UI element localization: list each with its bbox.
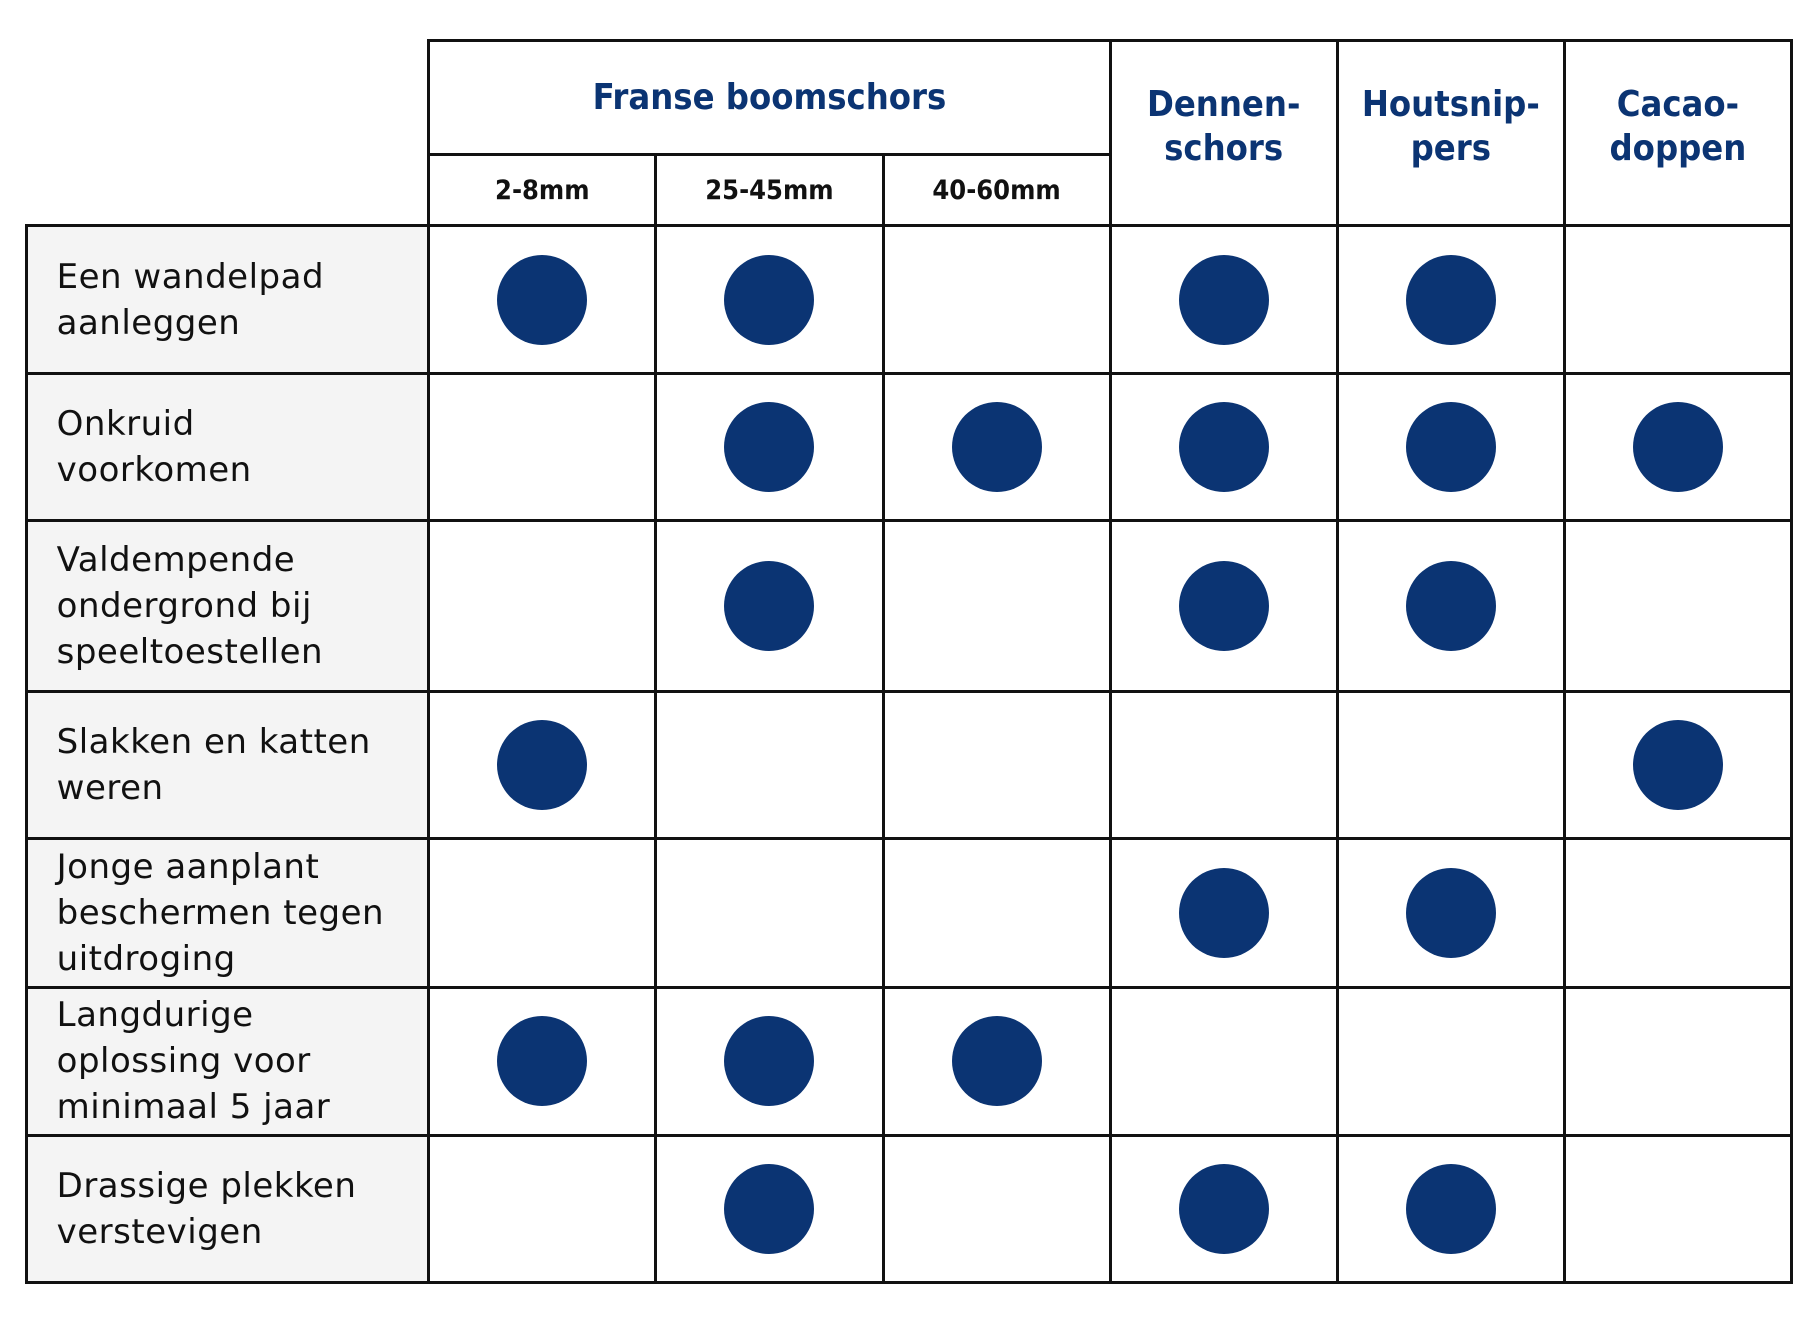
row-label — [27, 520, 429, 692]
checkmark-dot-icon — [724, 1164, 814, 1254]
row-label — [27, 692, 429, 839]
divider — [27, 372, 1793, 375]
checkmark-dot-icon — [952, 402, 1042, 492]
row-label-text: Jonge aanplant beschermen tegen uitdroging — [56, 847, 385, 980]
checkmark-dot-icon — [724, 402, 814, 492]
checkmark-dot-icon — [497, 255, 587, 345]
header-column-text: Houtsnip- pers — [1361, 84, 1540, 170]
row-label — [27, 226, 429, 373]
row-label — [27, 373, 429, 520]
checkmark-dot-icon — [1406, 868, 1496, 958]
checkmark-dot-icon — [497, 720, 587, 810]
checkmark-dot-icon — [1179, 1164, 1269, 1254]
divider — [27, 986, 1793, 989]
header-subcolumn-text: 25-45mm — [705, 174, 834, 206]
header-column — [1337, 41, 1564, 215]
header-column-text: Dennen- schors — [1146, 84, 1301, 170]
divider — [1336, 39, 1339, 1284]
divider — [1563, 39, 1566, 1284]
checkmark-dot-icon — [724, 1016, 814, 1106]
header-subcolumn — [883, 154, 1110, 226]
checkmark-dot-icon — [1406, 1164, 1496, 1254]
checkmark-dot-icon — [1406, 561, 1496, 651]
header-subcolumn — [656, 154, 883, 226]
divider — [27, 837, 1793, 840]
checkmark-dot-icon — [1179, 561, 1269, 651]
divider — [1790, 39, 1793, 1284]
checkmark-dot-icon — [1179, 402, 1269, 492]
header-column — [1110, 41, 1337, 215]
checkmark-dot-icon — [1633, 402, 1723, 492]
row-label-text: Slakken en katten weren — [56, 722, 371, 809]
header-subcolumn-text: 2-8mm — [495, 174, 590, 206]
checkmark-dot-icon — [724, 255, 814, 345]
checkmark-dot-icon — [724, 561, 814, 651]
row-label-text: Valdempende ondergrond bij speeltoestellen — [56, 540, 324, 673]
divider — [25, 224, 28, 1284]
checkmark-dot-icon — [952, 1016, 1042, 1106]
divider — [27, 519, 1793, 522]
header-group-franse-boomschors — [429, 41, 1110, 155]
divider — [654, 153, 657, 1285]
row-label — [27, 987, 429, 1135]
checkmark-dot-icon — [497, 1016, 587, 1106]
checkmark-dot-icon — [1406, 402, 1496, 492]
row-label-text: Langdurige oplossing voor minimaal 5 jaar — [56, 995, 331, 1128]
checkmark-dot-icon — [1179, 868, 1269, 958]
divider — [1109, 39, 1112, 1284]
divider — [27, 224, 1793, 227]
header-subcolumn — [429, 154, 656, 226]
checkmark-dot-icon — [1179, 255, 1269, 345]
row-label — [27, 839, 429, 987]
divider — [882, 153, 885, 1285]
divider — [27, 1281, 1793, 1284]
divider — [27, 690, 1793, 693]
header-column — [1564, 41, 1791, 215]
checkmark-dot-icon — [1633, 720, 1723, 810]
header-subcolumn-text: 40-60mm — [932, 174, 1061, 206]
row-label-text: Drassige plekken verstevigen — [56, 1166, 357, 1253]
divider — [427, 39, 430, 1284]
divider — [27, 1134, 1793, 1137]
row-label — [27, 1136, 429, 1283]
row-label-text: Onkruid voorkomen — [56, 403, 252, 490]
header-group-franse-boomschors-text: Franse boomschors — [592, 76, 947, 118]
checkmark-dot-icon — [1406, 255, 1496, 345]
header-column-text: Cacao- doppen — [1609, 84, 1747, 170]
divider — [429, 153, 1112, 156]
row-label-text: Een wandelpad aanleggen — [56, 256, 325, 343]
